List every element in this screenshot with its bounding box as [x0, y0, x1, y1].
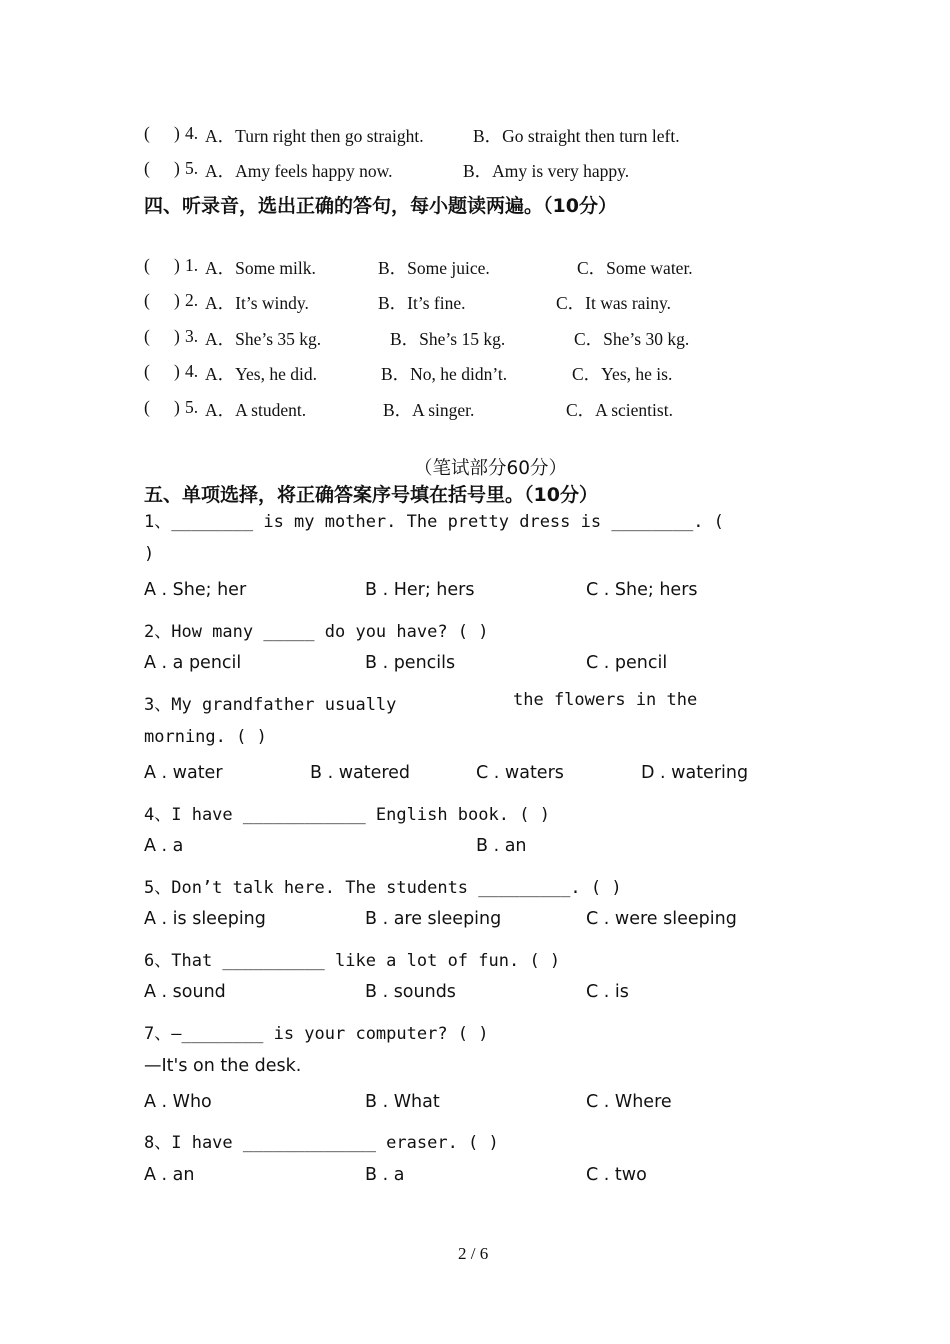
item-bracket: (: [144, 397, 150, 417]
page-number: 2 / 6: [458, 1244, 489, 1263]
question-7-answer-line: —It's on the desk.: [144, 1056, 302, 1076]
listening-item-5-option-a: A．Amy feels happy now.: [205, 161, 393, 181]
item-bracket: (: [144, 255, 150, 275]
item-option-a: A．She’s 35 kg.: [205, 329, 322, 349]
question-3-option-d: D . watering: [641, 763, 749, 783]
item-option-a: A．It’s windy.: [205, 293, 309, 313]
listening-item-4-number: 4.: [185, 123, 199, 143]
question-2-option-c: C . pencil: [586, 653, 668, 673]
item-bracket: (: [144, 290, 150, 310]
question-2-stem: 2、How many _____ do you have? ( ): [144, 622, 489, 642]
question-1-stem: 1、________ is my mother. The pretty dress is ________. (: [144, 512, 724, 532]
question-1-stem-cont: ): [144, 544, 155, 564]
question-6-option-a: A . sound: [144, 982, 226, 1002]
question-7-stem: 7、—________ is your computer? ( ): [144, 1024, 489, 1044]
listening-item-5-bracket-close: ): [174, 158, 180, 178]
item-option-b: B．Some juice.: [378, 258, 490, 278]
item-option-a: A．Yes, he did.: [205, 364, 317, 384]
item-option-c: C．It was rainy.: [556, 293, 672, 313]
written-part-title: （笔试部分60分）: [414, 458, 568, 479]
item-bracket-close: ): [174, 397, 180, 417]
item-number: 1.: [185, 255, 199, 275]
item-option-b: B．She’s 15 kg.: [390, 329, 506, 349]
listening-item-5-option-b: B．Amy is very happy.: [463, 161, 630, 181]
item-bracket-close: ): [174, 255, 180, 275]
question-3-stem-cont: morning. ( ): [144, 727, 267, 747]
item-number: 2.: [185, 290, 199, 310]
item-option-b: B．It’s fine.: [378, 293, 466, 313]
question-6-option-b: B . sounds: [365, 982, 456, 1002]
question-3-stem: 3、My grandfather usually: [144, 695, 397, 715]
question-4-option-b: B . an: [476, 836, 527, 856]
item-bracket: (: [144, 326, 150, 346]
question-5-option-b: B . are sleeping: [365, 909, 502, 929]
item-number: 4.: [185, 361, 199, 381]
item-bracket-close: ): [174, 290, 180, 310]
section-5-heading: 五、单项选择，将正确答案序号填在括号里。（10分）: [144, 484, 598, 506]
question-7-option-b: B . What: [365, 1092, 440, 1112]
question-5-option-a: A . is sleeping: [144, 909, 266, 929]
listening-item-4-option-b: B．Go straight then turn left.: [473, 126, 680, 146]
question-5-option-c: C . were sleeping: [586, 909, 737, 929]
question-8-option-b: B . a: [365, 1165, 405, 1185]
question-8-option-a: A . an: [144, 1165, 195, 1185]
listening-item-5-bracket: (: [144, 158, 150, 178]
item-bracket-close: ): [174, 326, 180, 346]
item-option-a: A．A student.: [205, 400, 307, 420]
question-3-stem-part2: the flowers in the: [513, 690, 698, 710]
item-option-b: B．No, he didn’t.: [381, 364, 508, 384]
item-option-b: B．A singer.: [383, 400, 475, 420]
listening-item-4-option-a: A．Turn right then go straight.: [205, 126, 424, 146]
question-6-option-c: C . is: [586, 982, 629, 1002]
question-3-option-a: A . water: [144, 763, 223, 783]
listening-item-4-bracket: (: [144, 123, 150, 143]
question-2-option-a: A . a pencil: [144, 653, 242, 673]
question-6-stem: 6、That __________ like a lot of fun. ( ): [144, 951, 561, 971]
item-option-c: C．Yes, he is.: [572, 364, 673, 384]
item-bracket-close: ): [174, 361, 180, 381]
item-number: 3.: [185, 326, 199, 346]
item-option-c: C．She’s 30 kg.: [574, 329, 690, 349]
question-1-option-b: B . Her; hers: [365, 580, 475, 600]
item-number: 5.: [185, 397, 199, 417]
question-7-option-a: A . Who: [144, 1092, 212, 1112]
question-5-stem: 5、Don’t talk here. The students _________. ( ): [144, 878, 622, 898]
listening-item-5-number: 5.: [185, 158, 199, 178]
question-1-option-c: C . She; hers: [586, 580, 698, 600]
question-1-option-a: A . She; her: [144, 580, 247, 600]
question-2-option-b: B . pencils: [365, 653, 456, 673]
item-option-a: A．Some milk.: [205, 258, 316, 278]
question-4-stem: 4、I have ____________ English book. ( ): [144, 805, 550, 825]
listening-item-4-bracket-close: ): [174, 123, 180, 143]
item-option-c: C．A scientist.: [566, 400, 673, 420]
question-3-option-b: B . watered: [310, 763, 411, 783]
question-8-option-c: C . two: [586, 1165, 647, 1185]
section-4-heading: 四、听录音，选出正确的答句，每小题读两遍。（10分）: [144, 195, 617, 217]
question-4-option-a: A . a: [144, 836, 184, 856]
question-7-option-c: C . Where: [586, 1092, 672, 1112]
item-option-c: C．Some water.: [577, 258, 693, 278]
question-3-option-c: C . waters: [476, 763, 564, 783]
item-bracket: (: [144, 361, 150, 381]
question-8-stem: 8、I have _____________ eraser. ( ): [144, 1133, 499, 1153]
